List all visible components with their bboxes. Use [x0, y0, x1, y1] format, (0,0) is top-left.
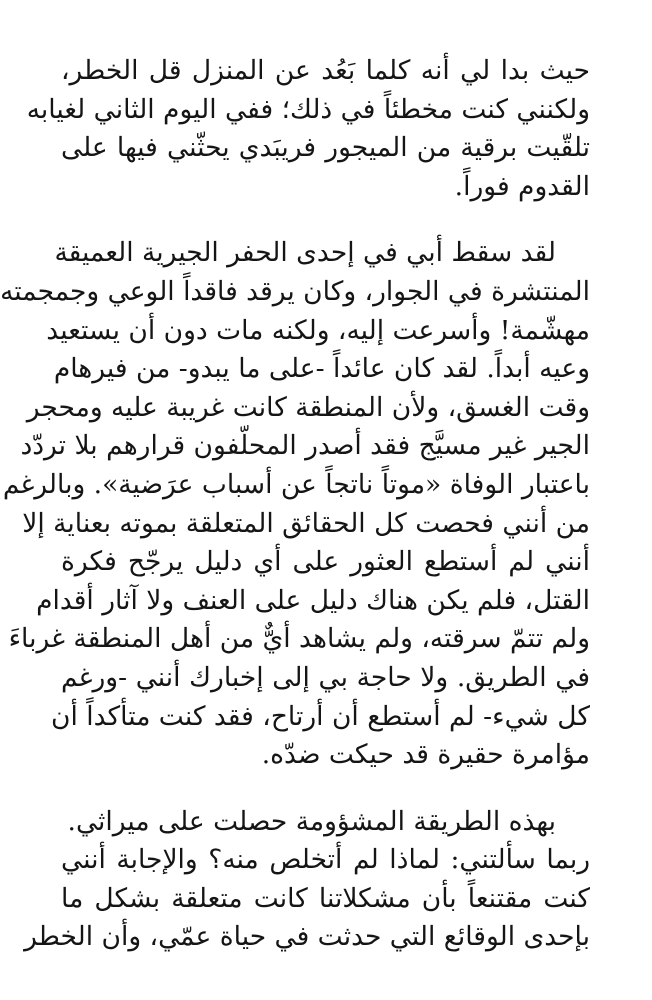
text-line: أنني لم أستطع العثور على أي دليل يرجّح فكرة: [61, 546, 590, 578]
paragraph: [26, 52, 590, 206]
text-line: مؤامرة حقيرة قد حيكت ضدّه.: [261, 739, 590, 771]
text-line: من أنني فحصت كل الحقائق المتعلقة بموته بعناية إلا: [22, 507, 590, 539]
text-line: ولكنني كنت مخطئاً في ذلك؛ ففي اليوم الثاني لغيابه: [26, 93, 590, 125]
text-line: ربما سألتني: لماذا لم أتخلص منه؟ والإجابة أنني: [61, 844, 590, 876]
text-line: حيث بدا لي أنه كلما بَعُد عن المنزل قل الخطر،: [61, 55, 590, 86]
text-line: بهذه الطريقة المشؤومة حصلت على ميراثي.: [67, 805, 556, 837]
text-line: القتل، فلم يكن هناك دليل على العنف ولا آثار أقدام: [36, 584, 590, 616]
text-line: وعيه أبداً. لقد كان عائداً -على ما يبدو- من فيرهام: [53, 353, 590, 385]
text-line: الجير غير مسيَّج فقد أصدر المحلّفون قرارهم بلا تردّد: [20, 430, 590, 462]
text-line: مهشّمة! وأسرعت إليه، ولكنه مات دون أن يستعيد: [46, 314, 590, 346]
text-line: بإحدى الوقائع التي حدثت في حياة عمّي، وأن الخطر: [24, 921, 590, 953]
text-line: لقد سقط أبي في إحدى الحفر الجيرية العميقة: [54, 237, 556, 269]
text-line: في الطريق. ولا حاجة بي إلى إخبارك أنني -ورغم: [61, 661, 590, 693]
text-line: المنتشرة في الجوار، وكان يرقد فاقداً الوعي وجمجمته: [0, 275, 590, 307]
text-line: وقت الغسق، ولأن المنطقة كانت غريبة عليه ومحجر: [26, 391, 590, 423]
paragraph: [24, 803, 590, 957]
text-line: تلقّيت برقية من الميجور فريبَدي يحثّني فيها على: [61, 132, 590, 164]
text-line: كنت مقتنعاً بأن مشكلاتنا كانت متعلقة بشكل ما: [61, 882, 590, 914]
text-line: باعتبار الوفاة «موتاً ناتجاً عن أسباب عرَضية». وبالرغم: [2, 468, 590, 500]
text-line: ولم تتمّ سرقته، ولم يشاهد أيٌّ من أهل المنطقة غرباءَ: [8, 623, 590, 655]
paragraph: [0, 234, 590, 774]
paragraph-spacer: [61, 775, 590, 803]
text-line: كل شيء- لم أستطع أن أرتاح، فقد كنت متأكداً أن: [50, 700, 590, 732]
book-page: [1, 0, 652, 1000]
text-line: القدوم فوراً.: [454, 170, 590, 202]
paragraph-spacer: [61, 206, 590, 234]
